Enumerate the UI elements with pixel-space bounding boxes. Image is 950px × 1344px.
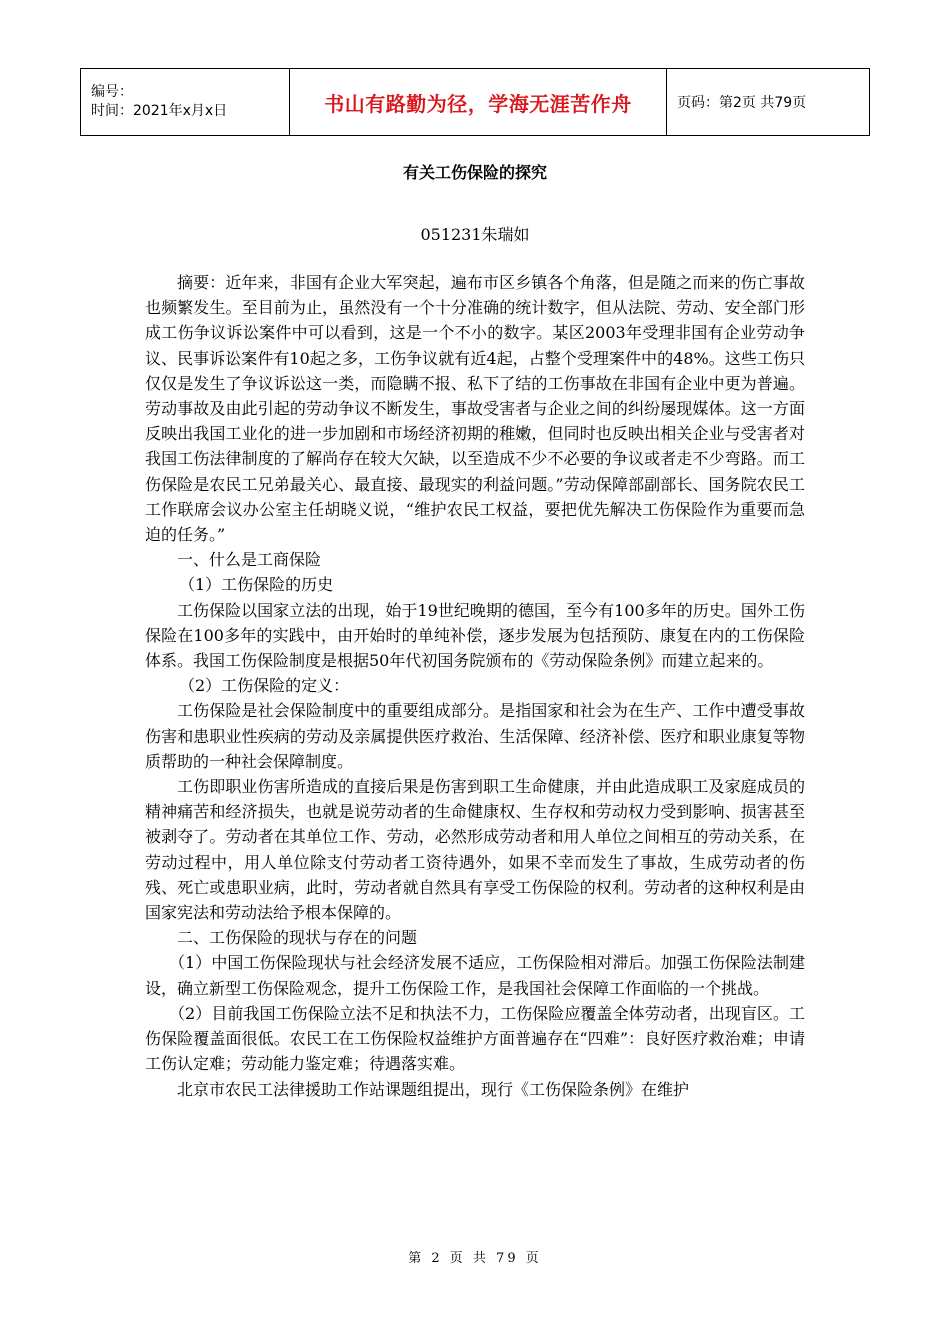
paragraph-injury: 工伤即职业伤害所造成的直接后果是伤害到职工生命健康，并由此造成职工及家庭成员的精神痛苦和经济损失，也就是说劳动者的生命健康权、生存权和劳动权力受到影响、损害甚至被剥夺了。劳动者在其单位工作、劳动，必然形成劳动者和用人单位之间相互的劳动关系，在劳动过程中，用人单位除支付劳动者工资待遇外，如果不幸而发生了事故，生成劳动者的伤残、死亡或患职业病，此时，劳动者就自然具有享受工伤保险的权利。劳动者的这种权利是由国家宪法和劳动法给予根本保障的。 <box>145 777 805 923</box>
header-meta <box>81 69 290 136</box>
header-motto: 书山有路勤为径，学海无涯苦作舟 <box>290 69 667 136</box>
paragraph-beijing: 北京市农民工法律援助工作站课题组提出，现行《工伤保险条例》在维护 <box>177 1079 690 1099</box>
author-line: 051231朱瑞如 <box>420 225 530 244</box>
date-label: 时间：2021年x月x日 <box>91 103 228 119</box>
document-body <box>145 270 805 1102</box>
document-title: 有关工伤保险的探究 <box>402 163 547 182</box>
paragraph-status-1: （1）中国工伤保险现状与社会经济发展不适应，工伤保险相对滞后。加强工伤保险法制建设，确立新型工伤保险观念，提升工伤保险工作，是我国社会保障工作面临的一个挑战。 <box>145 953 805 998</box>
section-heading-1: 一、什么是工商保险 <box>177 550 322 570</box>
section-heading-2: 二、工伤保险的现状与存在的问题 <box>177 928 418 948</box>
subsection-heading-1-2: （2）工伤保险的定义： <box>179 676 350 696</box>
paragraph-status-2: （2）目前我国工伤保险立法不足和执法不力，工伤保险应覆盖全体劳动者，出现盲区。工伤保险覆盖面很低。农民工在工伤保险权益维护方面普遍存在“四难”：良好医疗救治难；申请工伤认定难；劳动能力鉴定难；待遇落实难。 <box>145 1003 805 1074</box>
page-footer: 第 2 页 共 79 页 <box>408 1251 542 1266</box>
header-page-label: 页码：第2页 共79页 <box>667 69 870 136</box>
header-table <box>80 68 870 136</box>
number-label: 编号： <box>91 84 133 100</box>
abstract-paragraph: 摘要：近年来，非国有企业大军突起，遍布市区乡镇各个角落，但是随之而来的伤亡事故也频繁发生。至目前为止，虽然没有一个十分准确的统计数字，但从法院、劳动、安全部门形成工伤争议诉讼案件中可以看到，这是一个不小的数字。某区2003年受理非国有企业劳动争议、民事诉讼案件有10起之多，工伤争议就有近4起，占整个受理案件中的48%。这些工伤只仅仅是发生了争议诉讼这一类，而隐瞒不报、私下了结的工伤事故在非国有企业中更为普遍。劳动事故及由此引起的劳动争议不断发生，事故受害者与企业之间的纠纷屡现媒体。这一方面反映出我国工业化的进一步加剧和市场经济初期的稚嫩，但同时也反映出相关企业与受害者对我国工伤法律制度的了解尚存在较大欠缺，以至造成不少不必要的争议或者走不少弯路。而工伤保险是农民工兄弟最关心、最直接、最现实的利益问题。”劳动保障部副部长、国务院农民工工作联席会议办公室主任胡晓义说，“维护农民工权益，要把优先解决工伤保险作为重要而急迫的任务。” <box>145 273 805 545</box>
subsection-heading-1-1: （1）工伤保险的历史 <box>179 575 334 595</box>
paragraph-history: 工伤保险以国家立法的出现，始于19世纪晚期的德国，至今有100多年的历史。国外工伤保险在100多年的实践中，由开始时的单纯补偿，逐步发展为包括预防、康复在内的工伤保险体系。我国工伤保险制度是根据50年代初国务院颁布的《劳动保险条例》而建立起来的。 <box>145 600 805 671</box>
paragraph-definition: 工伤保险是社会保险制度中的重要组成部分。是指国家和社会为在生产、工作中遭受事故伤害和患职业性疾病的劳动及亲属提供医疗救治、生活保障、经济补偿、医疗和职业康复等物质帮助的一种社会保障制度。 <box>145 701 805 771</box>
